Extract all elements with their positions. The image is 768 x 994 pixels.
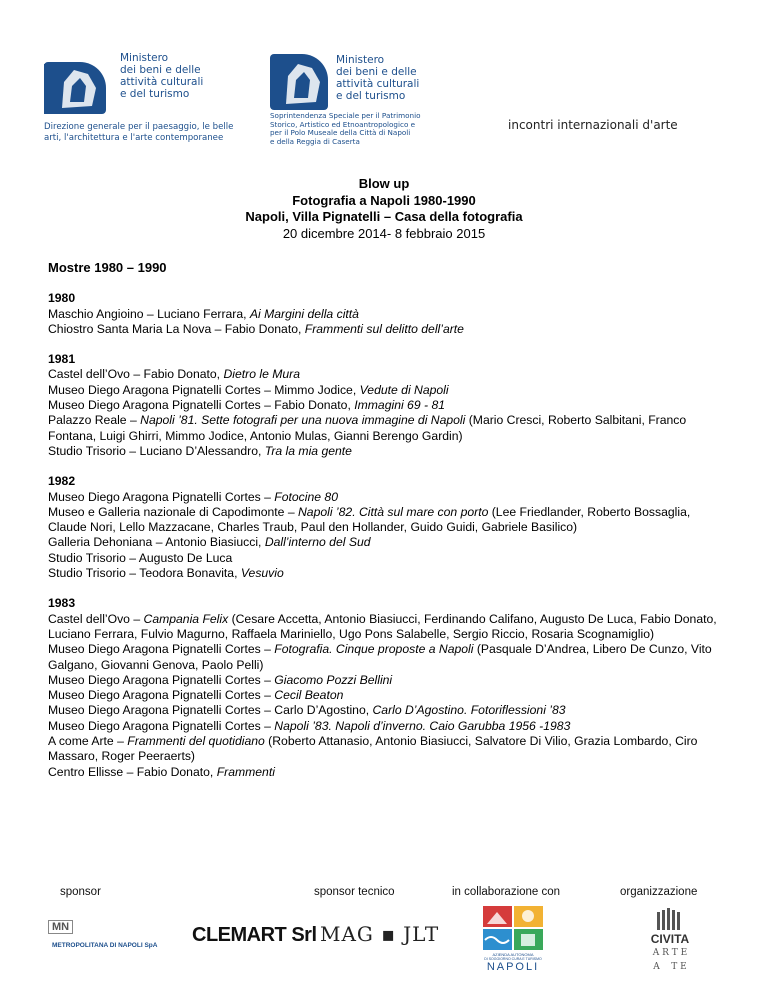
exhibition-title: Frammenti sul delitto dell’arte [304, 321, 464, 336]
soprintendenza-line: e della Reggia di Caserta [270, 136, 360, 146]
exhibition-entry [48, 535, 728, 550]
exhibition-text: (Roberto Attanasio, Antonio Biasiucci, Salvatore Di Vilio, Grazia Lombardo, Ciro Massaro, Roger Peeraerts) [48, 734, 698, 764]
exhibition-text: Museo Diego Aragona Pignatelli Cortes – [48, 672, 275, 687]
exhibition-text: Centro Ellisse – Fabio Donato, [48, 764, 217, 779]
exhibition-text: Museo Diego Aragona Pignatelli Cortes – [48, 489, 275, 504]
mibact-logo-middle [270, 50, 490, 150]
exhibition-title: Giacomo Pozzi Bellini [274, 672, 393, 687]
exhibition-text: (Mario Cresci, Roberto Salbitani, Franco Fontana, Luigi Ghirri, Mimmo Jodice, Antonio Mulas, Gianni Berengo Gardin) [48, 413, 687, 443]
azienda-text-line: DI SOGGIORNO CURA E TURISMO [484, 957, 542, 961]
document-header [0, 176, 768, 242]
exhibition-title: Frammenti del quotidiano [127, 734, 265, 749]
exhibition-entry [48, 673, 728, 688]
exhibition-title: Napoli ’81. Sette fotografi per una nuova immagine di Napoli [140, 413, 466, 428]
exhibition-entry [48, 688, 728, 703]
ministry-name-line: e del turismo [120, 88, 190, 100]
exhibition-entry [48, 703, 728, 718]
exhibition-entry [48, 734, 728, 765]
document-venue: Napoli, Villa Pignatelli – Casa della fotografia [245, 209, 523, 224]
footer-label-sponsor: sponsor [60, 886, 101, 898]
document-subtitle: Fotografia a Napoli 1980-1990 [292, 192, 476, 208]
document-dates: 20 dicembre 2014- 8 febbraio 2015 [282, 225, 486, 241]
exhibition-title: Fotografia. Cinque proposte a Napoli [274, 642, 474, 657]
exhibition-entry [48, 765, 728, 780]
exhibition-title: Carlo D’Agostino. Fotoriflessioni ’83 [372, 703, 566, 718]
ministry-name-line: e del turismo [336, 90, 406, 102]
exhibition-title: Vesuvio [240, 566, 284, 581]
exhibition-text: Museo e Galleria nazionale di Capodimonte – [48, 504, 298, 519]
footer-label-sponsor-tecnico: sponsor tecnico [314, 886, 395, 898]
exhibition-title: Tra la mia gente [264, 443, 352, 458]
soprintendenza-line: per il Polo Museale della Città di Napoli [270, 128, 411, 138]
clemart-logo: CLEMART Srl [192, 924, 317, 946]
ministry-name-line: dei beni e delle [120, 64, 201, 76]
exhibition-text: Chiostro Santa Maria La Nova – Fabio Donato, [48, 321, 305, 336]
mag-jlt-logo: MAG ▪ JLT [320, 922, 440, 946]
exhibition-title: Dall’interno del Sud [264, 535, 371, 550]
exhibition-title: Napoli ’83. Napoli d’inverno. Caio Garubba 1956 -1983 [274, 718, 571, 733]
exhibition-entry [48, 642, 728, 673]
civita-sub: A T E [653, 962, 687, 972]
napoli-text: NAPOLI [486, 961, 540, 973]
document-title: Blow up [358, 176, 410, 191]
year-heading: 1982 [48, 474, 76, 489]
exhibition-entry [48, 367, 728, 382]
footer-label-organizzazione: organizzazione [620, 886, 698, 898]
incontri-logo-text: incontri internazionali d'arte [508, 118, 678, 132]
exhibition-title: Frammenti [216, 764, 275, 779]
exhibition-text: Museo Diego Aragona Pignatelli Cortes – [48, 642, 275, 657]
exhibition-entry [48, 551, 728, 566]
exhibition-text: Museo Diego Aragona Pignatelli Cortes – [48, 718, 275, 733]
exhibition-text: Museo Diego Aragona Pignatelli Cortes – Mimmo Jodice, [48, 382, 360, 397]
exhibition-text: (Cesare Accetta, Antonio Biasiucci, Ferdinando Califano, Augusto De Luca, Fabio Donato, Luciano Ferrara, Fulvio Magurno, Raffaela Mariniello, Ugo Pons Salabelle, Sergio Riccio, Rosaria Scognamiglio) [48, 611, 717, 641]
ministry-name-line: Ministero [120, 52, 169, 64]
exhibition-title: Immagini 69 - 81 [354, 398, 446, 413]
azienda-text-line: AZIENDA AUTONOMA [492, 952, 534, 957]
exhibition-entry [48, 505, 728, 536]
exhibition-text: Studio Trisorio – Teodora Bonavita, [48, 566, 241, 581]
exhibition-title: Campania Felix [143, 611, 229, 626]
exhibition-entry [48, 322, 728, 337]
exhibition-entry [48, 307, 728, 322]
ministry-name-line: Ministero [336, 54, 385, 66]
exhibition-text: Museo Diego Aragona Pignatelli Cortes – Carlo D’Agostino, [48, 703, 373, 718]
ministry-name-line: attività culturali [336, 78, 420, 90]
exhibition-text: Museo Diego Aragona Pignatelli Cortes – Fabio Donato, [48, 398, 355, 413]
civita-sub: A R T E [652, 948, 688, 958]
mibact-mark-icon [270, 54, 328, 110]
exhibition-entry [48, 566, 728, 581]
civita-columns-icon [655, 908, 685, 930]
exhibition-text: Castel dell’Ovo – [48, 611, 144, 626]
year-heading: 1983 [48, 596, 76, 611]
exhibition-title: Fotocine 80 [274, 489, 338, 504]
exhibition-entry [48, 398, 728, 413]
exhibition-title: Dietro le Mura [223, 367, 301, 382]
exhibition-text: Palazzo Reale – [48, 413, 141, 428]
exhibition-title: Cecil Beaton [274, 688, 344, 703]
exhibition-entry [48, 490, 728, 505]
exhibition-text: A come Arte – [48, 734, 128, 749]
exhibition-title: Vedute di Napoli [359, 382, 449, 397]
exhibition-text: Museo Diego Aragona Pignatelli Cortes – [48, 688, 275, 703]
exhibition-entry [48, 383, 728, 398]
exhibitions-list [48, 260, 728, 780]
exhibition-entry [48, 413, 728, 444]
ministry-name-line: attività culturali [120, 76, 204, 88]
year-heading: 1981 [48, 352, 76, 367]
exhibition-entry [48, 612, 728, 643]
metro-mark-icon: MN [48, 920, 73, 934]
section-title: Mostre 1980 – 1990 [48, 260, 167, 275]
exhibition-text: Studio Trisorio – Luciano D’Alessandro, [48, 443, 265, 458]
exhibition-text: Galleria Dehoniana – Antonio Biasiucci, [48, 535, 265, 550]
exhibition-text: Maschio Angioino – Luciano Ferrara, [48, 306, 250, 321]
year-heading: 1980 [48, 291, 76, 306]
azienda-emblem-icon [483, 906, 543, 950]
civita-text: CIVITA [650, 932, 690, 946]
civita-logo [640, 908, 700, 988]
footer-label-collaborazione: in collaborazione con [452, 886, 561, 898]
azienda-napoli-logo [478, 906, 548, 974]
exhibition-text: (Pasquale D’Andrea, Libero De Cunzo, Vito Galgano, Giovanni Genova, Paolo Pelli) [48, 642, 712, 672]
direzione-line: arti, l'architettura e l'arte contemporanee [44, 133, 224, 143]
metropolitana-logo [38, 918, 188, 958]
metro-text: METROPOLITANA DI NAPOLI SpA [52, 942, 158, 949]
exhibition-entry [48, 444, 728, 459]
mibact-logo-left [44, 52, 244, 152]
soprintendenza-line: Storico, Artistico ed Etnoantropologico e [270, 119, 416, 129]
exhibition-title: Ai Margini della città [249, 306, 359, 321]
exhibition-entry [48, 719, 728, 734]
ministry-name-line: dei beni e delle [336, 66, 417, 78]
direzione-line: Direzione generale per il paesaggio, le belle [44, 122, 234, 132]
exhibition-text: (Lee Friedlander, Roberto Bossaglia, Claude Nori, Lello Mazzacane, Charles Traub, Paul den Hollander, Guido Guidi, Gabriele Basilico) [48, 504, 691, 535]
exhibition-text: Studio Trisorio – Augusto De Luca [48, 550, 233, 565]
exhibition-text: Castel dell’Ovo – Fabio Donato, [48, 367, 224, 382]
soprintendenza-line: Soprintendenza Speciale per il Patrimonio [270, 111, 421, 120]
exhibition-title: Napoli ’82. Città sul mare con porto [298, 504, 489, 519]
